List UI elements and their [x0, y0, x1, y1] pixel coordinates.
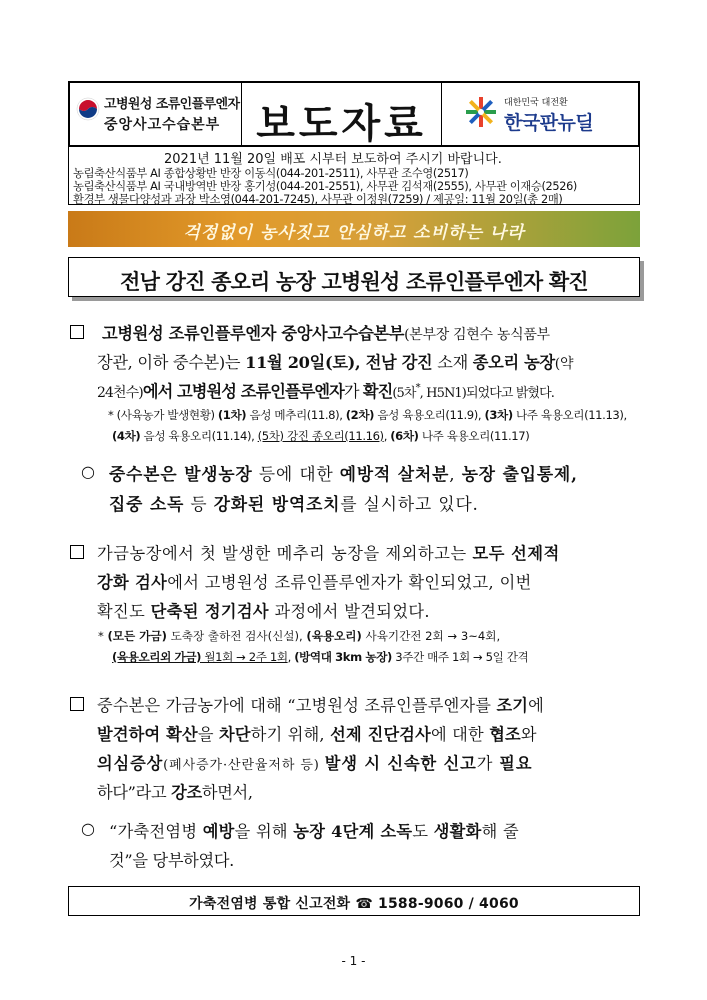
sec2-line1: 중수본은 발생농장 등에 대한 예방적 살처분, 농장 출입통제,: [109, 464, 578, 484]
header-title-cell: [242, 83, 442, 145]
logo-subtitle: 대한민국 대전환: [504, 98, 568, 108]
sec5-line2: 것”을 당부하였다.: [109, 851, 235, 870]
contact-info: [68, 147, 640, 205]
header-org-cell: [70, 83, 242, 145]
circle-bullet: ○: [81, 462, 95, 481]
headline-box: [68, 257, 640, 297]
sec4-line3: 의심증상(폐사증가·산란율저하 등) 발생 시 신속한 신고가 필요: [97, 754, 533, 773]
sec3-line1: 가금농장에서 첫 발생한 메추리 농장을 제외하고는 모두 선제적: [97, 544, 560, 563]
page-number: - 1 -: [341, 954, 366, 968]
circle-bullet: ○: [81, 819, 95, 838]
sec3-note-line2: (육용오리외 가금) 월1회 → 2주 1회, (방역대 3km 농장) 3주간 매주 1회 → 5일 간격: [112, 650, 529, 664]
embargo-notice: 2021년 11월 20일 배포 시부터 보도하여 주시기 바랍니다.: [164, 152, 502, 167]
logo-title: 한국판뉴딜: [504, 112, 594, 134]
sec1-line2: 장관, 이하 중수본)는 11월 20일(토), 전남 강진 소재 종오리 농장(약: [97, 353, 574, 372]
checkbox-bullet: [70, 697, 84, 711]
slogan-banner: [68, 211, 640, 247]
header-logo-cell: [442, 83, 638, 145]
org-name-line1: 고병원성 조류인플루엔자: [104, 97, 240, 112]
headline: 전남 강진 종오리 농장 고병원성 조류인플루엔자 확진: [120, 270, 588, 294]
government-emblem-icon: [76, 97, 100, 121]
sec4-line2: 발견하여 확산을 차단하기 위해, 선제 진단검사에 대한 협조와: [97, 725, 537, 744]
slogan-text: 걱정없이 농사짓고 안심하고 소비하는 나라: [183, 223, 525, 243]
sec1-line3: 24천수)에서 고병원성 조류인플루엔자가 확진(5차*, H5N1)되었다고 밝혔다.: [97, 382, 555, 401]
sec5-line1: “가축전염병 예방을 위해 농장 4단계 소독도 생활화해 줄: [109, 822, 519, 841]
contact-line-2: 농림축산식품부 AI 국내방역반 반장 홍기성(044-201-2551), 사무관 김석재(2555), 사무관 이재승(2526): [73, 180, 577, 193]
sec2-line2: 집중 소독 등 강화된 방역조치를 실시하고 있다.: [109, 494, 479, 514]
sec4-line1: 중수본은 가금농가에 대해 “고병원성 조류인플루엔자를 조기에: [97, 696, 544, 715]
contact-line-1: 농림축산식품부 AI 종합상황반 반장 이동식(044-201-2511), 사무관 조수영(2517): [73, 167, 469, 180]
checkbox-bullet: [70, 325, 84, 339]
press-release-title: 보도자료: [256, 100, 427, 147]
header-table: [68, 81, 640, 147]
sec1-note-line2: (4차) 음성 육용오리(11.14), (5차) 강진 종오리(11.16), (6차) 나주 육용오리(11.17): [112, 429, 530, 443]
korean-new-deal-logo-icon: [464, 95, 498, 129]
contact-line-3: 환경부 생물다양성과 과장 박소영(044-201-7245), 사무관 이정원(7259) / 제공일: 11월 20일(총 2매): [73, 193, 563, 206]
org-name-line2: 중앙사고수습본부: [104, 117, 221, 133]
hotline-box: [68, 886, 640, 916]
sec3-line3: 확진도 단축된 정기검사 과정에서 발견되었다.: [97, 602, 430, 621]
sec4-line4: 하다”라고 강조하면서,: [97, 783, 253, 802]
sec3-line2: 강화 검사에서 고병원성 조류인플루엔자가 확인되었고, 이번: [97, 573, 532, 592]
sec1-note-line1: * (사육농가 발생현황) (1차) 음성 메추리(11.8), (2차) 음성 육용오리(11.9), (3차) 나주 육용오리(11.13),: [108, 408, 627, 422]
sec3-note-line1: * (모든 가금) 도축장 출하전 검사(신설), (육용오리) 사육기간전 2회 → 3~4회,: [98, 629, 501, 643]
checkbox-bullet: [70, 545, 84, 559]
hotline-text: 가축전염병 통합 신고전화 ☎ 1588-9060 / 4060: [189, 896, 519, 912]
sec1-line1: 고병원성 조류인플루엔자 중앙사고수습본부(본부장 김현수 농식품부: [102, 324, 550, 343]
